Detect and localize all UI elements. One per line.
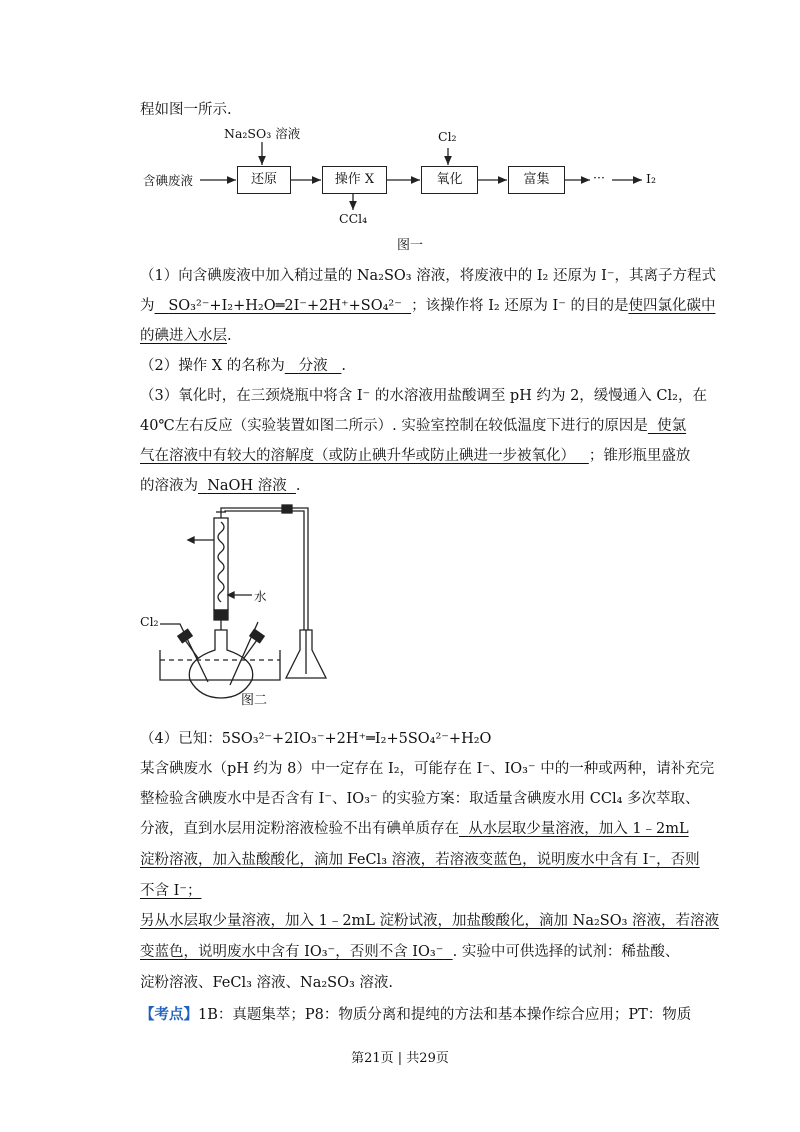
q4-answer-a: 从水层取少量溶液，加入 1﹣2mL — [468, 821, 689, 837]
q4-suffix: . 实验中可供选择的试剂：稀盐酸、 — [452, 944, 680, 960]
q4-line8 — [140, 942, 679, 962]
q3-answer-reason-a: 使氯 — [657, 418, 687, 434]
q4-line5 — [140, 850, 700, 870]
q2-prefix: （2）操作 X 的名称为 — [140, 358, 285, 374]
flow-output: I₂ — [646, 171, 656, 186]
kaodian-text: 1B：真题集萃；P8：物质分离和提纯的方法和基本操作综合应用；PT：物质 — [198, 1007, 692, 1023]
kaodian-tag: 【考点】 — [140, 1006, 198, 1023]
q4-line4 — [140, 819, 689, 839]
q1-answer-equation: SO₃²⁻+I₂+H₂O═2I⁻+2H⁺+SO₄²⁻ — [168, 298, 402, 314]
q4-line9: 淀粉溶液、FeCl₃ 溶液、Na₂SO₃ 溶液. — [140, 975, 393, 991]
q2-line — [140, 356, 346, 376]
q3-answer-reason-b: 气在溶液中有较大的溶解度（或防止碘升华或防止碘进一步被氧化） — [140, 448, 575, 464]
q3-suffix: ；锥形瓶里盛放 — [588, 448, 691, 464]
q3-line4 — [140, 476, 301, 496]
q3-line3 — [140, 446, 690, 466]
q1-mid: ；该操作将 I₂ 还原为 I⁻ 的目的是 — [411, 298, 629, 314]
q1-end: . — [227, 328, 232, 344]
q3-answer-solution: NaOH 溶液 — [207, 478, 287, 494]
apparatus-cl2-label: Cl₂ — [140, 614, 159, 629]
q4-line6 — [140, 881, 202, 901]
flow-box-reduce: 还原 — [237, 166, 291, 194]
flow-box-operation-x: 操作 X — [322, 166, 387, 194]
flow-cl2-label: Cl₂ — [438, 129, 457, 144]
q3-end: . — [295, 478, 301, 494]
q1-answer-purpose-a: 使四氯化碳中 — [628, 298, 716, 314]
q4-answer-c: 不含 I⁻； — [140, 883, 202, 899]
q1-answer-purpose-b: 的碘进入水层 — [140, 328, 227, 344]
flow-na2so3-label: Na₂SO₃ 溶液 — [224, 126, 301, 141]
flow-arrows — [0, 0, 800, 260]
q2-end: . — [341, 358, 347, 374]
q4-line2: 某含碘废水（pH 约为 8）中一定存在 I₂，可能存在 I⁻、IO₃⁻ 中的一种或两种，请补充完 — [140, 761, 715, 777]
apparatus-caption: 图二 — [241, 693, 268, 708]
q3-prefix: 40℃左右反应（实验装置如图二所示）. 实验室控制在较低温度下进行的原因是 — [140, 418, 648, 434]
q4-answer-e: 变蓝色，说明废水中含有 IO₃⁻，否则不含 IO₃⁻ — [140, 944, 444, 960]
q1-line2 — [140, 296, 715, 316]
flow-input: 含碘废液 — [143, 173, 194, 188]
q3-prefix2: 的溶液为 — [140, 478, 198, 494]
q2-answer: 分液 — [298, 358, 328, 374]
apparatus-water-label: 水 — [254, 589, 267, 604]
kaodian-line — [140, 1005, 691, 1025]
q4-answer-d: 另从水层取少量溶液，加入 1﹣2mL 淀粉试液，加盐酸酸化，滴加 Na₂SO₃ 溶液，若溶液 — [140, 913, 720, 929]
q4-line1: （4）已知：5SO₃²⁻+2IO₃⁻+2H⁺═I₂+5SO₄²⁻+H₂O — [140, 731, 492, 747]
intro-text: 程如图一所示. — [140, 102, 232, 118]
q4-line7 — [140, 911, 719, 931]
apparatus-drawing — [130, 500, 370, 710]
q1-line1: （1）向含碘废液中加入稍过量的 Na₂SO₃ 溶液，将废液中的 I₂ 还原为 I⁻，其离子方程式 — [140, 268, 716, 284]
page-footer: 第21页 | 共29页 — [351, 1051, 449, 1066]
q1-prefix: 为 — [140, 298, 155, 314]
q4-answer-b: 淀粉溶液，加入盐酸酸化，滴加 FeCl₃ 溶液，若溶液变蓝色，说明废水中含有 I⁻，否则 — [140, 852, 700, 868]
q4-prefix: 分液，直到水层用淀粉溶液检验不出有碘单质存在 — [140, 821, 459, 837]
flow-dots: ··· — [593, 170, 605, 185]
flow-caption: 图一 — [397, 238, 424, 253]
q4-line3: 整检验含碘废水中是否含有 I⁻、IO₃⁻ 的实验方案：取适量含碘废水用 CCl₄ 多次萃取、 — [140, 791, 700, 807]
q3-line2 — [140, 416, 686, 436]
flow-ccl4-label: CCl₄ — [339, 211, 368, 226]
q3-line1: （3）氧化时，在三颈烧瓶中将含 I⁻ 的水溶液用盐酸调至 pH 约为 2，缓慢通入 Cl₂，在 — [140, 388, 707, 404]
flow-box-oxidize: 氧化 — [421, 166, 478, 194]
flow-box-enrich: 富集 — [508, 166, 565, 194]
q1-line3 — [140, 326, 232, 346]
